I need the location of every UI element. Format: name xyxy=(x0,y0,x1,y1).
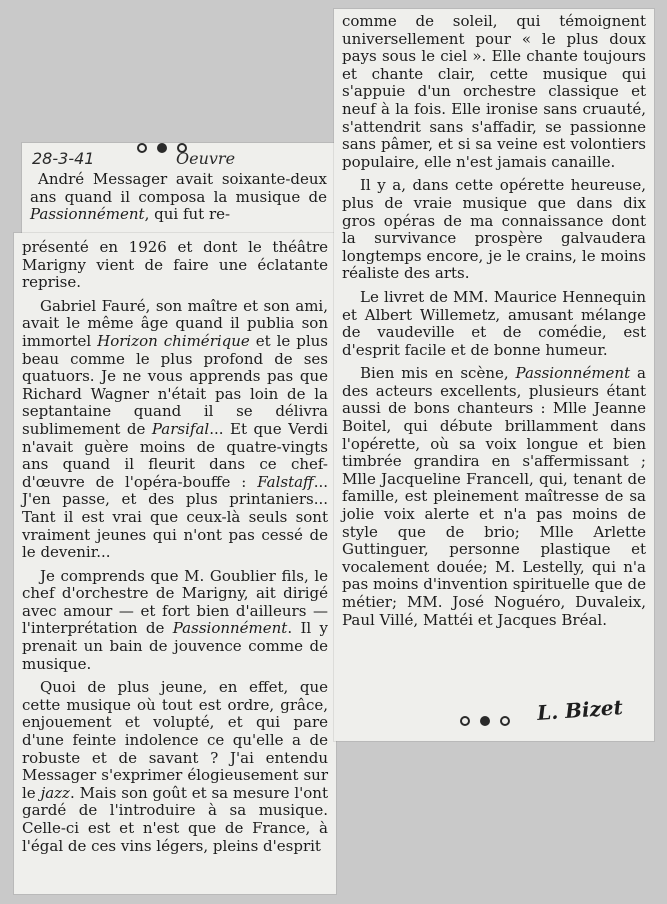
ornament-circle-icon xyxy=(460,716,470,726)
work-title: jazz xyxy=(40,783,70,802)
clipping-top xyxy=(22,143,335,234)
intro-text xyxy=(22,171,335,230)
paragraph: Le livret de MM. Maurice Hennequin et Albert Willemetz, amusant mélange de vaudeville et de comédie, est d'esprit facile et de bonne humeur. xyxy=(342,287,646,359)
paragraph: Bien mis en scène, Passionnément a des acteurs excellents, plusieurs étant aussi de bons chanteurs : Mlle Jeanne Boitel, qui débute brillamment dans l'opérette, où sa voix longue et bien timbrée grandira en s'affermissant ; Mlle Jacqueline Francell, qui, tenant de famille, est pleinement maîtresse de sa jolie voix alerte et n'a pas moins de style que de brio; Mlle Arlette Guttinguer, personne plastique et vocalement douée; M. Lestelly, qui n'a pas moins d'invention spirituelle que de métier; MM. José Noguéro, Duvaleix, Paul Villé, Mattéi et Jacques Bréal. xyxy=(342,364,646,629)
ornament-dot-icon xyxy=(480,716,490,726)
work-title: Parsifal xyxy=(151,419,210,438)
handwritten-signature: L. Bizet xyxy=(536,695,624,725)
left-column-text xyxy=(14,239,336,861)
work-title: Passionnément xyxy=(172,619,288,638)
handwritten-date: 28-3-41 xyxy=(32,149,95,168)
work-title: Horizon chimérique xyxy=(97,331,250,350)
clipping-left-column xyxy=(14,233,336,894)
paragraph: présenté en 1926 et dont le théâtre Marigny vient de faire une éclatante reprise. xyxy=(22,238,328,292)
ornament-bottom xyxy=(460,716,510,726)
paragraph: Gabriel Fauré, son maître et son ami, avait le même âge quand il publia son immortel Horizon chimérique et le plus beau comme le plus profond de ses quatuors. Je ne vous apprends pas que Richard Wagner n'était pas loin de la septantaine quand il se délivra sublimement de Parsifal... Et que Verdi n'avait guère moins de quatre-vingts ans quand il fleurit dans ce chef-d'œuvre de l'opéra-bouffe : Falstaff... J'en passe, et des plus printaniers... Tant il est vrai que ceux-là seuls sont vraiment jeunes qui n'ont pas cessé de le devenir... xyxy=(22,296,328,562)
paragraph: Il y a, dans cette opérette heureuse, plus de vraie musique que dans dix gros opéras de ma connaissance dont la survivance prospère galvaudera longtemps encore, je le crains, le moins réaliste des arts. xyxy=(342,176,646,283)
right-column-text xyxy=(334,13,654,635)
ornament-circle-icon xyxy=(500,716,510,726)
handwritten-source: Oeuvre xyxy=(176,149,236,168)
intro-paragraph: André Messager avait soixante-deux ans quand il composa la musique de Passionnément, qui fut re- xyxy=(30,170,327,224)
work-title: Passionnément xyxy=(515,364,631,383)
paragraph: Je comprends que M. Goublier fils, le chef d'orchestre de Marigny, ait dirigé avec amour — et fort bien d'ailleurs — l'interprétation de Passionnément. Il y prenait un bain de jouvence comme de musique. xyxy=(22,566,328,673)
work-title: Falstaff xyxy=(257,472,314,491)
work-title: Passionnément xyxy=(30,205,145,224)
clipping-right-column xyxy=(334,9,654,741)
paragraph: Quoi de plus jeune, en effet, que cette musique où tout est ordre, grâce, enjouement et volupté, et qui pare d'une feinte indolence ce qu'elle a de robuste et de savant ? J'ai entendu Messager s'exprimer élogieusement sur le jazz. Mais son goût et sa mesure l'ont gardé de l'introduire à sa musique. Celle-ci est et n'est que de France, à l'égal de ces vins légers, pleins d'esprit xyxy=(22,678,328,855)
paragraph: comme de soleil, qui témoignent universellement pour « le plus doux pays sous le ciel ». Elle chante toujours et chante clair, cette musique qui s'appuie d'un orchestre classique et neuf à la fois. Elle ironise sans cruauté, s'attendrit sans s'affadir, se passionne sans pâmer, et si sa veine est volontiers populaire, elle n'est jamais canaille. xyxy=(342,12,646,171)
